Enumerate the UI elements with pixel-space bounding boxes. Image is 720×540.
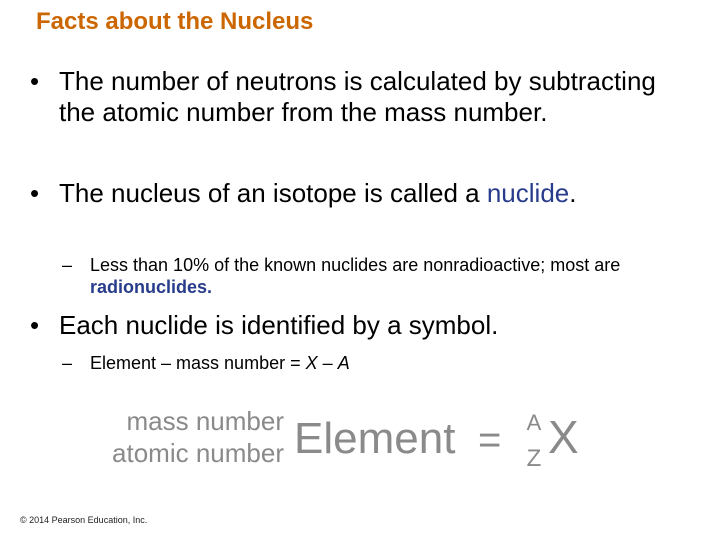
bullet-text: The number of neutrons is calculated by subtracting the atomic number from the mass number.	[59, 66, 656, 127]
term-nuclide: nuclide	[486, 178, 570, 208]
element-symbol: X	[548, 411, 579, 463]
bullet-symbol	[30, 310, 670, 341]
copyright-notice: © 2014 Pearson Education, Inc.	[20, 515, 148, 525]
sub-bullet-dash: –	[322, 353, 333, 373]
sub-bullet-text: Element – mass number =	[90, 353, 301, 373]
sub-bullet-element	[62, 352, 662, 374]
symbol-a: A	[337, 353, 350, 373]
slide-title: Facts about the Nucleus	[36, 8, 314, 35]
bullet-neutrons	[30, 66, 670, 128]
mass-symbol: A	[526, 410, 542, 435]
mass-number-label: mass number	[126, 406, 284, 436]
equals-sign: =	[478, 418, 502, 462]
sub-bullet-marker: –	[62, 255, 73, 275]
sub-bullet-text: Less than 10% of the known nuclides are nonradioactive; most are	[90, 255, 621, 275]
bullet-marker: •	[30, 66, 40, 96]
nuclide-notation-formula	[78, 402, 598, 474]
bullet-nuclide	[30, 178, 670, 209]
bullet-text: Each nuclide is identified by a symbol.	[59, 310, 499, 340]
bullet-period: .	[569, 178, 577, 208]
atomic-number-label: atomic number	[112, 438, 284, 468]
atomic-symbol: Z	[526, 445, 542, 472]
sub-bullet-marker: –	[62, 353, 73, 373]
bullet-marker: •	[30, 310, 40, 340]
element-word: Element	[294, 414, 456, 463]
term-radionuclides: radionuclides.	[90, 277, 213, 297]
sub-bullet-radionuclides	[62, 254, 662, 298]
bullet-marker: •	[30, 178, 40, 208]
symbol-x: X	[305, 353, 318, 373]
bullet-text: The nucleus of an isotope is called a	[59, 178, 480, 208]
